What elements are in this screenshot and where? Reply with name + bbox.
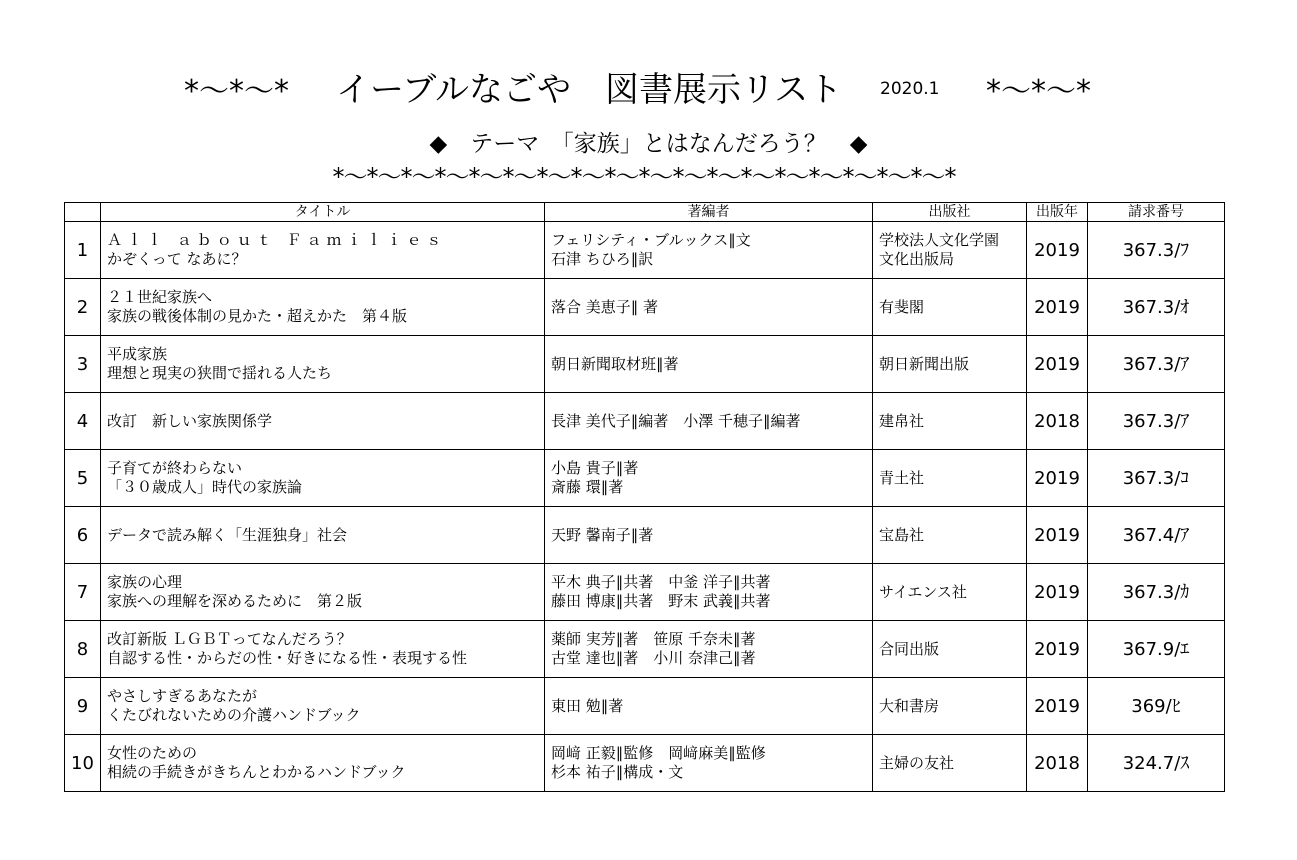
book-publisher	[873, 336, 1027, 393]
row-number: 8	[65, 621, 101, 678]
book-title	[101, 450, 545, 507]
book-authors	[545, 735, 873, 792]
header-year: 出版年	[1027, 203, 1088, 222]
author-line: 落合 美恵子∥ 著	[551, 297, 659, 316]
book-title-line: かぞくって なあに？	[107, 250, 247, 268]
book-title-line: 子育てが終わらない	[107, 459, 243, 477]
book-authors	[545, 393, 873, 450]
table-header-row	[65, 203, 1225, 222]
author-line: 平木 典子∥共著 中釜 洋子∥共著	[551, 573, 771, 591]
table-row	[65, 336, 1225, 393]
book-publisher	[873, 564, 1027, 621]
header-title: タイトル	[101, 203, 545, 222]
publisher-line: 朝日新聞出版	[879, 354, 970, 373]
book-title	[101, 564, 545, 621]
book-authors	[545, 678, 873, 735]
publication-year: 2019	[1027, 279, 1088, 336]
book-publisher	[873, 450, 1027, 507]
book-publisher	[873, 507, 1027, 564]
publisher-line: 宝島社	[879, 525, 925, 544]
publisher-line: 合同出版	[879, 639, 940, 658]
decorative-stars-row: *〜*〜*〜*〜*〜*〜*〜*〜*〜*〜*〜*〜*〜*〜*〜*〜*〜*〜*	[332, 163, 956, 191]
book-title-line: Ａｌｌ ａｂｏｕｔ Ｆａｍｉｌｉｅｓ	[107, 231, 447, 249]
publication-year: 2019	[1027, 564, 1088, 621]
author-line: 岡﨑 正毅∥監修 岡﨑麻美∥監修	[551, 744, 766, 762]
call-number: 367.9/ｴ	[1088, 621, 1225, 678]
row-number: 6	[65, 507, 101, 564]
title-text: イーブルなごや 図書展示リスト	[336, 70, 843, 110]
book-title	[101, 507, 545, 564]
author-line: 朝日新聞取材班∥著	[551, 354, 679, 373]
call-number: 367.3/ﾌ	[1088, 222, 1225, 279]
publication-year: 2018	[1027, 735, 1088, 792]
book-title-line: 改訂 新しい家族関係学	[107, 411, 273, 430]
theme-line: ◆ テーマ 「家族」とはなんだろう？ ◆	[429, 131, 868, 157]
publication-year: 2019	[1027, 222, 1088, 279]
publication-year: 2019	[1027, 678, 1088, 735]
title-stars-right: *〜*〜*	[986, 74, 1091, 109]
publisher-line: サイエンス社	[879, 582, 967, 601]
publication-year: 2019	[1027, 621, 1088, 678]
call-number: 367.3/ｱ	[1088, 393, 1225, 450]
book-authors	[545, 222, 873, 279]
table-row	[65, 564, 1225, 621]
book-title-line: 家族への理解を深めるために 第２版	[107, 592, 363, 610]
book-title	[101, 621, 545, 678]
book-list-table	[64, 202, 1225, 792]
book-title-line: 平成家族	[107, 345, 168, 363]
row-number: 3	[65, 336, 101, 393]
table-row	[65, 735, 1225, 792]
author-line: 長津 美代子∥編著 小澤 千穂子∥編著	[551, 411, 801, 430]
author-line: 薬師 実芳∥著 笹原 千奈未∥著	[551, 630, 756, 648]
table-row	[65, 393, 1225, 450]
book-title-line: くたびれないための介護ハンドブック	[107, 706, 361, 724]
publisher-line: 主婦の友社	[879, 753, 955, 772]
title-stars-left: *〜*〜*	[184, 74, 289, 109]
row-number: 10	[65, 735, 101, 792]
table-row	[65, 507, 1225, 564]
call-number: 367.3/ｶ	[1088, 564, 1225, 621]
author-line: 杉本 祐子∥構成・文	[551, 763, 684, 781]
book-publisher	[873, 678, 1027, 735]
book-authors	[545, 564, 873, 621]
book-authors	[545, 450, 873, 507]
header-publisher: 出版社	[873, 203, 1027, 222]
author-line: フェリシティ・ブルックス∥文	[551, 231, 751, 249]
book-publisher	[873, 222, 1027, 279]
row-number: 5	[65, 450, 101, 507]
book-title	[101, 678, 545, 735]
book-authors	[545, 621, 873, 678]
author-line: 藤田 博康∥共著 野末 武義∥共著	[551, 592, 771, 610]
book-title-line: 「３０歳成人」時代の家族論	[107, 478, 303, 496]
header-no	[65, 203, 101, 222]
table-row	[65, 279, 1225, 336]
author-line: 小島 貴子∥著	[551, 459, 639, 477]
call-number: 367.4/ｱ	[1088, 507, 1225, 564]
publisher-line: 大和書房	[879, 696, 940, 715]
publisher-line: 青土社	[879, 468, 925, 487]
book-title-line: やさしすぎるあなたが	[107, 687, 258, 705]
call-number: 324.7/ｽ	[1088, 735, 1225, 792]
book-publisher	[873, 621, 1027, 678]
author-line: 斎藤 環∥著	[551, 478, 624, 496]
book-title-line: 家族の戦後体制の見かた・超えかた 第４版	[107, 307, 408, 325]
publisher-line: 有斐閣	[879, 297, 925, 316]
book-authors	[545, 507, 873, 564]
book-title-line: 改訂新版 ＬＧＢＴってなんだろう？	[107, 630, 352, 648]
page-title	[0, 62, 1297, 110]
publication-year: 2019	[1027, 336, 1088, 393]
call-number: 367.3/ｺ	[1088, 450, 1225, 507]
author-line: 古堂 達也∥著 小川 奈津己∥著	[551, 649, 756, 667]
author-line: 東田 勉∥著	[551, 696, 624, 715]
author-line: 天野 馨南子∥著	[551, 525, 654, 544]
book-title-line: 女性のための	[107, 744, 198, 762]
publication-year: 2018	[1027, 393, 1088, 450]
table-row	[65, 222, 1225, 279]
book-title-line: 自認する性・からだの性・好きになる性・表現する性	[107, 649, 468, 667]
call-number: 367.3/ｵ	[1088, 279, 1225, 336]
call-number: 367.3/ｱ	[1088, 336, 1225, 393]
book-title	[101, 222, 545, 279]
table-row	[65, 450, 1225, 507]
book-title	[101, 279, 545, 336]
header-authors: 著編者	[545, 203, 873, 222]
table-row	[65, 678, 1225, 735]
book-title-line: データで読み解く「生涯独身」社会	[107, 525, 348, 544]
header-call-number: 請求番号	[1088, 203, 1225, 222]
book-title-line: ２１世紀家族へ	[107, 288, 213, 306]
row-number: 9	[65, 678, 101, 735]
call-number: 369/ﾋ	[1088, 678, 1225, 735]
author-line: 石津 ちひろ∥訳	[551, 250, 654, 268]
publisher-line: 学校法人文化学園	[879, 231, 1000, 249]
publisher-line: 文化出版局	[879, 250, 955, 268]
book-title	[101, 336, 545, 393]
publication-year: 2019	[1027, 507, 1088, 564]
publisher-line: 建帛社	[879, 411, 925, 430]
row-number: 2	[65, 279, 101, 336]
book-title	[101, 393, 545, 450]
book-title	[101, 735, 545, 792]
title-date: 2020.1	[880, 79, 940, 99]
book-authors	[545, 279, 873, 336]
book-title-line: 家族の心理	[107, 573, 183, 591]
publication-year: 2019	[1027, 450, 1088, 507]
table-row	[65, 621, 1225, 678]
book-publisher	[873, 393, 1027, 450]
book-publisher	[873, 279, 1027, 336]
row-number: 7	[65, 564, 101, 621]
book-authors	[545, 336, 873, 393]
book-publisher	[873, 735, 1027, 792]
book-title-line: 相続の手続きがきちんとわかるハンドブック	[107, 763, 406, 781]
book-title-line: 理想と現実の狭間で揺れる人たち	[107, 364, 333, 382]
row-number: 1	[65, 222, 101, 279]
row-number: 4	[65, 393, 101, 450]
